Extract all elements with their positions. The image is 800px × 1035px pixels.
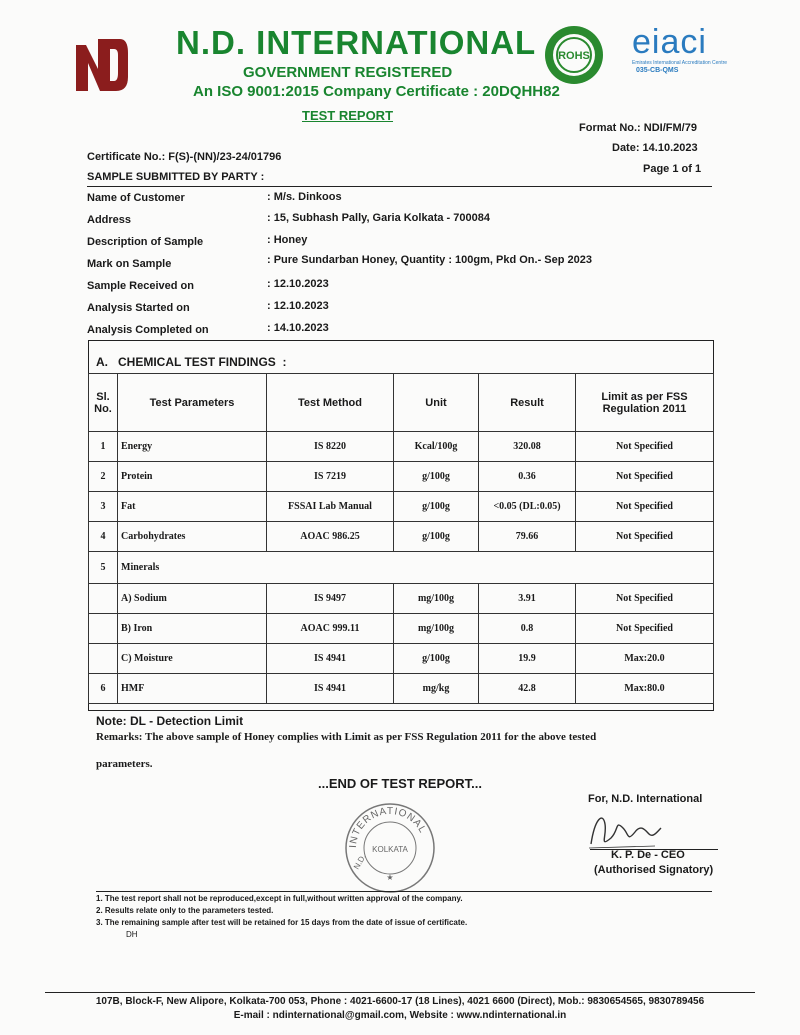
eiac-logo	[632, 24, 747, 92]
cell-method: AOAC 999.11	[267, 614, 394, 644]
cell-result: 0.36	[479, 462, 576, 492]
table-row	[89, 492, 714, 522]
section-heading: A. CHEMICAL TEST FINDINGS :	[96, 355, 287, 369]
cell-sl: 5	[89, 552, 118, 584]
cell-limit: Max:80.0	[576, 674, 714, 704]
rohs-seal-icon	[543, 24, 605, 86]
cell-result: 19.9	[479, 644, 576, 674]
cell-result: 42.8	[479, 674, 576, 704]
cell-result: 320.08	[479, 432, 576, 462]
table-row	[89, 462, 714, 492]
col-limit: Limit as per FSS Regulation 2011	[576, 374, 714, 432]
table-row	[89, 644, 714, 674]
cell-sl: 1	[89, 432, 118, 462]
field-value-address: : 15, Subhash Pally, Garia Kolkata - 700084	[267, 212, 490, 224]
signature-icon	[585, 808, 665, 852]
field-value-received: : 12.10.2023	[267, 278, 329, 290]
col-unit: Unit	[394, 374, 479, 432]
cell-result: 79.66	[479, 522, 576, 552]
cell-sl	[89, 614, 118, 644]
field-value-customer: : M/s. Dinkoos	[267, 191, 342, 203]
field-label-received: Sample Received on	[87, 280, 194, 292]
certificate-number: Certificate No.: F(S)-(NN)/23-24/01796	[87, 151, 282, 163]
footer-divider	[45, 992, 755, 993]
table-row	[89, 552, 714, 584]
cell-sl: 4	[89, 522, 118, 552]
cell-method: FSSAI Lab Manual	[267, 492, 394, 522]
cell-limit: Not Specified	[576, 614, 714, 644]
table-row	[89, 584, 714, 614]
cell-limit: Not Specified	[576, 492, 714, 522]
table-row	[89, 522, 714, 552]
government-registered: GOVERNMENT REGISTERED	[243, 64, 453, 81]
cell-unit: mg/100g	[394, 584, 479, 614]
notes-divider	[96, 891, 712, 892]
remarks-line-2: parameters.	[96, 758, 153, 770]
field-label-mark: Mark on Sample	[87, 258, 172, 270]
cell-unit: g/100g	[394, 522, 479, 552]
signatory-name: K. P. De - CEO	[611, 849, 685, 861]
table-row	[89, 614, 714, 644]
cell-parameter: C) Moisture	[118, 644, 267, 674]
rohs-text: ROHS	[558, 50, 590, 62]
cell-sl: 3	[89, 492, 118, 522]
stamp-top-text: INTERNATIONAL	[347, 805, 429, 849]
footnote-3: 3. The remaining sample after test will be retained for 15 days from the date of issue of certificate.	[96, 918, 468, 927]
cell-sl: 2	[89, 462, 118, 492]
cell-result: <0.05 (DL:0.05)	[479, 492, 576, 522]
cell-method: IS 4941	[267, 674, 394, 704]
stamp-left-text: N.D.	[351, 852, 368, 871]
divider	[87, 186, 712, 187]
footnote-1: 1. The test report shall not be reproduced,except in full,without written approval of the company.	[96, 894, 463, 903]
col-test-parameters: Test Parameters	[118, 374, 267, 432]
initials: DH	[126, 930, 138, 939]
cell-limit: Not Specified	[576, 432, 714, 462]
results-table	[88, 373, 714, 704]
stamp-city-text: KOLKATA	[372, 845, 408, 854]
detection-limit-note: Note: DL - Detection Limit	[96, 714, 244, 728]
cell-unit: g/100g	[394, 462, 479, 492]
field-label-customer: Name of Customer	[87, 192, 185, 204]
col-result: Result	[479, 374, 576, 432]
cell-result: 3.91	[479, 584, 576, 614]
company-stamp	[342, 800, 438, 896]
cell-method: IS 8220	[267, 432, 394, 462]
table-row	[89, 674, 714, 704]
cell-parameter: Carbohydrates	[118, 522, 267, 552]
cell-limit: Not Specified	[576, 522, 714, 552]
svg-text:★: ★	[386, 873, 394, 882]
cell-parameter: Protein	[118, 462, 267, 492]
field-label-started: Analysis Started on	[87, 302, 190, 314]
field-value-completed: : 14.10.2023	[267, 322, 329, 334]
cell-method: AOAC 986.25	[267, 522, 394, 552]
report-date: Date: 14.10.2023	[612, 142, 698, 154]
cell-limit: Not Specified	[576, 462, 714, 492]
cell-unit: g/100g	[394, 644, 479, 674]
cell-parameter: HMF	[118, 674, 267, 704]
submitted-by-heading: SAMPLE SUBMITTED BY PARTY :	[87, 171, 265, 183]
cell-parameter: B) Iron	[118, 614, 267, 644]
remarks-line-1: Remarks: The above sample of Honey complies with Limit as per FSS Regulation 2011 for the above tested	[96, 731, 597, 743]
company-name: N.D. INTERNATIONAL	[176, 24, 537, 61]
eiac-subtitle: Emirates International Accreditation Centre	[632, 60, 728, 66]
cell-method: IS 4941	[267, 644, 394, 674]
cell-sl	[89, 584, 118, 614]
end-of-report: ...END OF TEST REPORT...	[318, 776, 482, 791]
cell-unit: Kcal/100g	[394, 432, 479, 462]
eiac-code: 035-CB-QMS	[636, 67, 679, 74]
signatory-for: For, N.D. International	[588, 793, 703, 805]
cell-unit: mg/100g	[394, 614, 479, 644]
col-sl-no: Sl. No.	[89, 374, 118, 432]
eiac-wordmark: eiaci	[632, 23, 707, 61]
cell-unit: g/100g	[394, 492, 479, 522]
field-value-description: : Honey	[267, 234, 308, 246]
footnote-2: 2. Results relate only to the parameters tested.	[96, 906, 274, 915]
cell-method: IS 7219	[267, 462, 394, 492]
cell-sl	[89, 644, 118, 674]
signatory-role: (Authorised Signatory)	[594, 864, 714, 876]
cell-parameter: Fat	[118, 492, 267, 522]
field-label-completed: Analysis Completed on	[87, 324, 209, 336]
cell-result: 0.8	[479, 614, 576, 644]
cell-method: IS 9497	[267, 584, 394, 614]
format-number: Format No.: NDI/FM/79	[579, 122, 697, 134]
table-row	[89, 432, 714, 462]
table-header-row	[89, 374, 714, 432]
report-title: TEST REPORT	[302, 108, 394, 123]
footer-address: 107B, Block-F, New Alipore, Kolkata-700 053, Phone : 4021-6600-17 (18 Lines), 4021 6600 (Direct), Mob.: 9830654565, 9830789456	[95, 996, 705, 1007]
cell-parameter: A) Sodium	[118, 584, 267, 614]
field-label-address: Address	[87, 214, 132, 226]
field-value-started: : 12.10.2023	[267, 300, 329, 312]
field-label-description: Description of Sample	[87, 236, 204, 248]
iso-certificate: An ISO 9001:2015 Company Certificate : 20DQHH82	[193, 83, 560, 100]
footnotes	[96, 893, 467, 941]
footer-contact: E-mail : ndinternational@gmail.com, Website : www.ndinternational.in	[233, 1010, 567, 1021]
col-test-method: Test Method	[267, 374, 394, 432]
cell-sl: 6	[89, 674, 118, 704]
cell-parameter: Energy	[118, 432, 267, 462]
cell-unit: mg/kg	[394, 674, 479, 704]
cell-parameter-group: Minerals	[118, 552, 714, 584]
company-logo	[70, 33, 130, 95]
cell-limit: Not Specified	[576, 584, 714, 614]
cell-limit: Max:20.0	[576, 644, 714, 674]
field-value-mark: : Pure Sundarban Honey, Quantity : 100gm, Pkd On.- Sep 2023	[267, 254, 592, 266]
page-number: Page 1 of 1	[643, 163, 702, 175]
